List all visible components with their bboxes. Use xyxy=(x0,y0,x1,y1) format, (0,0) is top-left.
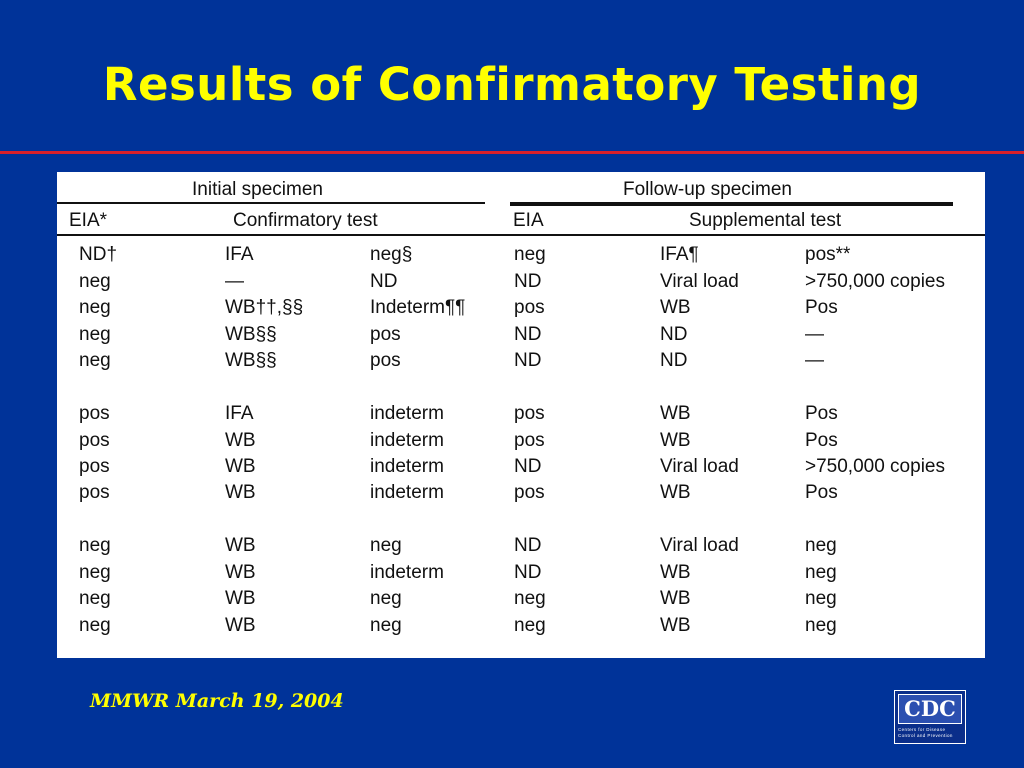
cell-confirmatory-method: WB xyxy=(225,615,256,636)
slide-title: Results of Confirmatory Testing xyxy=(102,58,922,111)
cell-supplemental-method: WB xyxy=(660,562,691,583)
header-bottom-rule xyxy=(57,234,985,236)
group-rule-follow-up xyxy=(510,202,953,206)
cell-eia-follow-up: pos xyxy=(514,430,545,451)
group-rule-initial xyxy=(57,202,485,204)
cell-confirmatory-method: WB xyxy=(225,588,256,609)
cell-confirmatory-result: neg xyxy=(370,615,402,636)
cell-eia-initial: neg xyxy=(79,615,111,636)
cell-supplemental-result: neg xyxy=(805,562,837,583)
cell-confirmatory-method: IFA xyxy=(225,244,254,265)
cdc-logo xyxy=(894,690,966,744)
cell-eia-follow-up: ND xyxy=(514,456,542,477)
cell-confirmatory-result: neg§ xyxy=(370,244,413,265)
cell-eia-follow-up: pos xyxy=(514,403,545,424)
cell-confirmatory-result: pos xyxy=(370,350,401,371)
cell-supplemental-result: neg xyxy=(805,615,837,636)
cell-confirmatory-result: pos xyxy=(370,324,401,345)
cell-confirmatory-method: WB††,§§ xyxy=(225,297,304,318)
cell-supplemental-method: IFA¶ xyxy=(660,244,699,265)
cell-supplemental-result: neg xyxy=(805,535,837,556)
cell-supplemental-result: Pos xyxy=(805,482,838,503)
cell-eia-initial: neg xyxy=(79,324,111,345)
cell-eia-initial: pos xyxy=(79,482,110,503)
cell-eia-initial: neg xyxy=(79,562,111,583)
cell-supplemental-method: WB xyxy=(660,430,691,451)
cell-confirmatory-result: indeterm xyxy=(370,456,444,477)
cell-supplemental-method: WB xyxy=(660,297,691,318)
group-header-follow-up: Follow-up specimen xyxy=(623,179,792,200)
cell-confirmatory-method: IFA xyxy=(225,403,254,424)
results-table xyxy=(57,172,985,658)
cell-confirmatory-result: indeterm xyxy=(370,403,444,424)
source-citation: MMWR March 19, 2004 xyxy=(90,690,344,712)
cell-supplemental-method: Viral load xyxy=(660,456,739,477)
cell-confirmatory-result: indeterm xyxy=(370,562,444,583)
cell-confirmatory-method: WB xyxy=(225,482,256,503)
cell-supplemental-result: — xyxy=(805,350,824,371)
cell-confirmatory-result: ND xyxy=(370,271,398,292)
cell-eia-follow-up: neg xyxy=(514,615,546,636)
cell-confirmatory-method: — xyxy=(225,271,244,292)
cell-supplemental-result: Pos xyxy=(805,403,838,424)
cell-eia-follow-up: ND xyxy=(514,324,542,345)
cell-confirmatory-method: WB xyxy=(225,430,256,451)
cell-supplemental-method: WB xyxy=(660,403,691,424)
cell-supplemental-result: >750,000 copies xyxy=(805,456,945,477)
cell-confirmatory-method: WB§§ xyxy=(225,324,277,345)
cell-eia-initial: neg xyxy=(79,297,111,318)
cdc-logo-subtitle xyxy=(898,727,964,739)
cell-supplemental-result: Pos xyxy=(805,430,838,451)
cell-confirmatory-result: indeterm xyxy=(370,430,444,451)
cell-supplemental-method: WB xyxy=(660,482,691,503)
cell-supplemental-method: ND xyxy=(660,350,688,371)
cell-confirmatory-result: neg xyxy=(370,535,402,556)
subheader-eia-initial: EIA* xyxy=(69,210,108,231)
cell-eia-initial: pos xyxy=(79,430,110,451)
subheader-supplemental-test: Supplemental test xyxy=(689,210,842,231)
cell-eia-follow-up: neg xyxy=(514,244,546,265)
cell-supplemental-result: neg xyxy=(805,588,837,609)
cell-supplemental-method: Viral load xyxy=(660,271,739,292)
cell-eia-follow-up: neg xyxy=(514,588,546,609)
cell-eia-initial: pos xyxy=(79,403,110,424)
cell-confirmatory-method: WB§§ xyxy=(225,350,277,371)
subheader-confirmatory-test: Confirmatory test xyxy=(233,210,378,231)
subheader-eia-follow-up: EIA xyxy=(513,210,544,231)
title-divider xyxy=(0,151,1024,154)
cell-eia-follow-up: ND xyxy=(514,535,542,556)
cell-supplemental-result: pos** xyxy=(805,244,851,265)
cell-supplemental-result: — xyxy=(805,324,824,345)
cell-eia-initial: neg xyxy=(79,535,111,556)
cell-supplemental-method: WB xyxy=(660,615,691,636)
cell-eia-initial: neg xyxy=(79,350,111,371)
cdc-logo-subtitle-line2: Control and Prevention xyxy=(898,733,953,738)
cell-confirmatory-method: WB xyxy=(225,535,256,556)
cell-confirmatory-method: WB xyxy=(225,456,256,477)
cell-eia-initial: neg xyxy=(79,271,111,292)
cell-supplemental-result: Pos xyxy=(805,297,838,318)
cell-supplemental-result: >750,000 copies xyxy=(805,271,945,292)
cell-confirmatory-result: neg xyxy=(370,588,402,609)
cell-confirmatory-method: WB xyxy=(225,562,256,583)
cell-eia-follow-up: ND xyxy=(514,562,542,583)
cell-eia-follow-up: ND xyxy=(514,350,542,371)
cell-confirmatory-result: indeterm xyxy=(370,482,444,503)
cdc-logo-text: CDC xyxy=(898,694,962,724)
cell-confirmatory-result: Indeterm¶¶ xyxy=(370,297,466,318)
group-header-initial: Initial specimen xyxy=(192,179,323,200)
cell-eia-follow-up: pos xyxy=(514,482,545,503)
cell-eia-follow-up: ND xyxy=(514,271,542,292)
cell-supplemental-method: Viral load xyxy=(660,535,739,556)
cell-eia-follow-up: pos xyxy=(514,297,545,318)
cell-eia-initial: neg xyxy=(79,588,111,609)
cell-eia-initial: pos xyxy=(79,456,110,477)
cell-eia-initial: ND† xyxy=(79,244,118,265)
cell-supplemental-method: ND xyxy=(660,324,688,345)
cell-supplemental-method: WB xyxy=(660,588,691,609)
cdc-logo-subtitle-line1: Centers for Disease xyxy=(898,727,946,732)
